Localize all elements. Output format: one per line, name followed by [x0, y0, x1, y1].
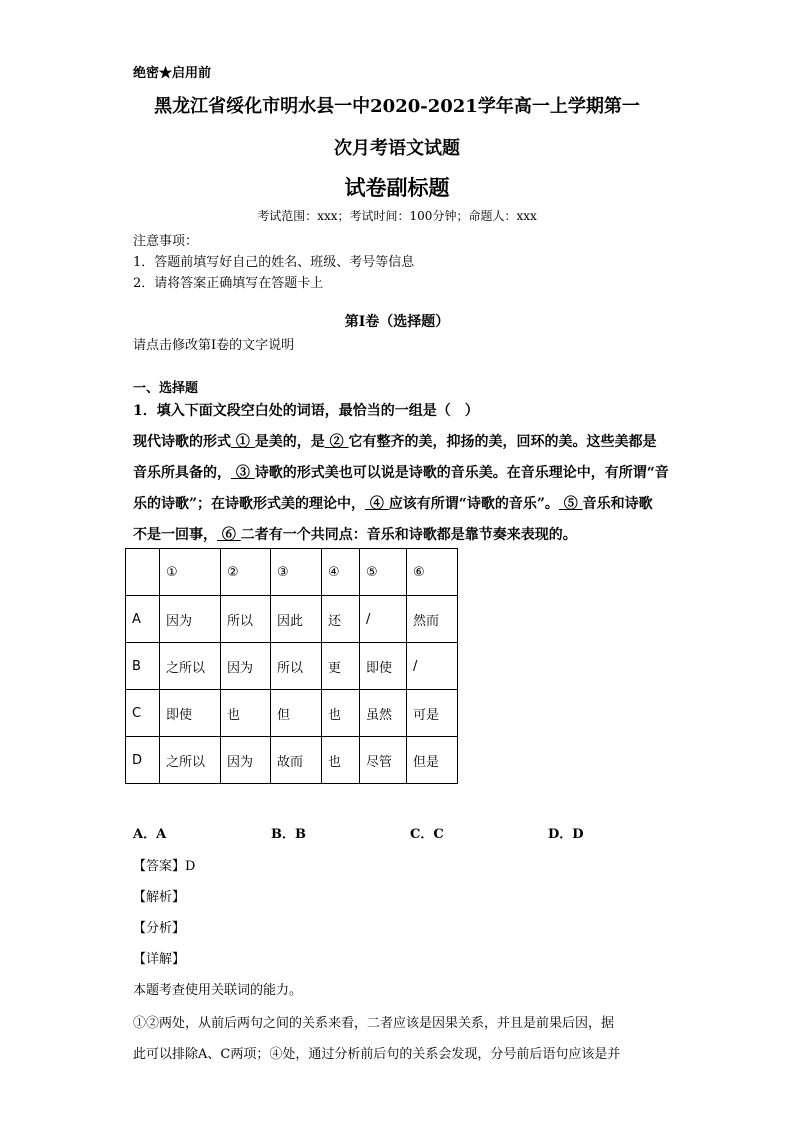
- table-cell: 因为: [221, 643, 271, 690]
- passage-line-1: [133, 431, 663, 451]
- table-cell: 因为: [160, 596, 221, 643]
- exam-title-line-2: 次月考语文试题: [334, 138, 460, 159]
- table-cell: ④: [322, 549, 360, 596]
- exam-subtitle: 试卷副标题: [344, 175, 450, 200]
- explanation-line-1: 本题考查使用关联词的能力。: [133, 983, 303, 998]
- notes-heading: 注意事项：: [133, 234, 199, 249]
- table-cell: ②: [221, 549, 271, 596]
- exam-info: 考试范围：xxx；考试时间：100分钟；命题人：xxx: [257, 209, 537, 223]
- explanation-line-3: 此可以排除A、C两项；④处，通过分析前后句的关系会发现，分号前后语句应该是并: [133, 1047, 621, 1062]
- table-cell: 之所以: [160, 737, 221, 784]
- blank-6: ⑥: [217, 527, 241, 543]
- table-row: [126, 643, 458, 690]
- table-cell: ①: [160, 549, 221, 596]
- fenxi-heading: 【分析】: [133, 921, 186, 936]
- confidential-mark: 绝密★启用前: [133, 66, 212, 81]
- table-row: [126, 690, 458, 737]
- table-header-row: [126, 549, 458, 596]
- passage-text: 它有整齐的美，抑扬的美，回环的美。这些美都是: [348, 434, 657, 450]
- passage-text: 不是一回事，: [133, 527, 217, 543]
- part-heading: 一、选择题: [133, 381, 199, 396]
- table-cell: 因为: [221, 737, 271, 784]
- xiangjie-heading: 【详解】: [133, 952, 186, 967]
- table-cell: 所以: [221, 596, 271, 643]
- passage-line-3: [133, 493, 663, 513]
- choice-a: A．A: [133, 827, 167, 842]
- blank-5: ⑤: [558, 496, 583, 512]
- notes-item-1: 1．答题前填写好自己的姓名、班级、考号等信息: [133, 255, 415, 270]
- table-cell: 因此: [271, 596, 322, 643]
- passage-text: 应该有所谓“诗歌的音乐”。: [388, 496, 559, 512]
- table-cell: /: [360, 596, 407, 643]
- table-cell: 更: [322, 643, 360, 690]
- explanation-line-2: ①②两处，从前后两句之间的关系来看，二者应该是因果关系，并且是前果后因，据: [133, 1016, 615, 1031]
- table-cell: 虽然: [360, 690, 407, 737]
- blank-1: ①: [231, 434, 255, 450]
- passage-text: 二者有一个共同点：音乐和诗歌都是靠节奏来表现的。: [240, 527, 577, 543]
- table-cell: [126, 549, 160, 596]
- table-cell: 但: [271, 690, 322, 737]
- table-cell: 即使: [360, 643, 407, 690]
- notes-item-2: 2．请将答案正确填写在答题卡上: [133, 276, 324, 291]
- choice-c: C．C: [410, 827, 444, 842]
- passage-line-4: [133, 524, 663, 544]
- table-cell: 但是: [407, 737, 458, 784]
- table-cell: A: [126, 596, 160, 643]
- passage-text: 诗歌的形式美也可以说是诗歌的音乐美。在音乐理论中，有所谓“音: [254, 465, 669, 481]
- table-cell: B: [126, 643, 160, 690]
- table-cell: 也: [221, 690, 271, 737]
- options-table: [125, 548, 458, 784]
- blank-4: ④: [365, 496, 389, 512]
- table-row: [126, 737, 458, 784]
- table-cell: /: [407, 643, 458, 690]
- analysis-heading: 【解析】: [133, 890, 186, 905]
- choice-b: B．B: [271, 827, 306, 842]
- table-cell: 然而: [407, 596, 458, 643]
- passage-text: 是美的，是: [254, 434, 325, 450]
- table-cell: ③: [271, 549, 322, 596]
- section-title: 第I卷（选择题）: [344, 314, 450, 330]
- blank-3: ③: [231, 465, 255, 481]
- section-description: 请点击修改第I卷的文字说明: [133, 338, 295, 353]
- table-cell: C: [126, 690, 160, 737]
- table-cell: 之所以: [160, 643, 221, 690]
- choice-d: D．D: [548, 827, 584, 842]
- passage-text: 乐的诗歌”；在诗歌形式美的理论中，: [133, 496, 366, 512]
- passage-line-2: [133, 462, 669, 482]
- table-cell: 可是: [407, 690, 458, 737]
- table-cell: 尽管: [360, 737, 407, 784]
- table-cell: 故而: [271, 737, 322, 784]
- table-row: [126, 596, 458, 643]
- answer-line: 【答案】D: [133, 859, 196, 874]
- table-cell: 还: [322, 596, 360, 643]
- question-prompt: 1．填入下面文段空白处的词语，最恰当的一组是（ ）: [133, 403, 479, 419]
- exam-title-line-1: 黑龙江省绥化市明水县一中2020-2021学年高一上学期第一: [154, 96, 640, 117]
- table-cell: 也: [322, 737, 360, 784]
- passage-text: 音乐所具备的，: [133, 465, 231, 481]
- table-cell: 即使: [160, 690, 221, 737]
- blank-2: ②: [324, 434, 349, 450]
- table-cell: ⑤: [360, 549, 407, 596]
- passage-text: 音乐和诗歌: [582, 496, 653, 512]
- table-cell: 所以: [271, 643, 322, 690]
- passage-text: 现代诗歌的形式: [133, 434, 231, 450]
- table-cell: 也: [322, 690, 360, 737]
- table-cell: D: [126, 737, 160, 784]
- table-cell: ⑥: [407, 549, 458, 596]
